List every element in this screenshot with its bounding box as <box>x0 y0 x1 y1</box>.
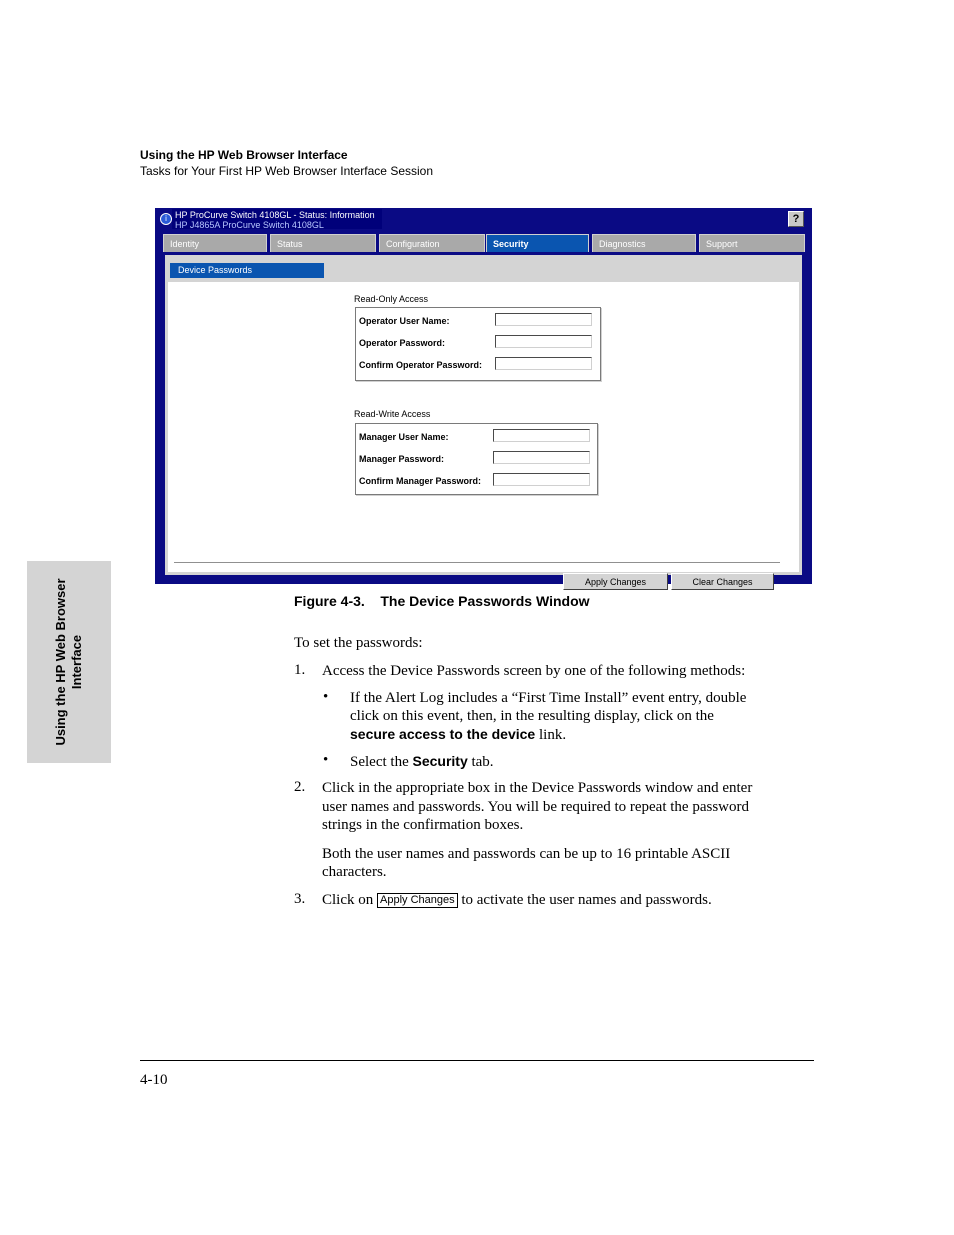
manager-password-label: Manager Password: <box>359 454 445 464</box>
window-subtitle: HP J4865A ProCurve Switch 4108GL <box>175 220 324 230</box>
secure-access-link: secure access to the device <box>350 726 536 742</box>
apply-changes-inline-button: Apply Changes <box>377 893 458 908</box>
window-titlebar <box>155 208 812 232</box>
operator-user-name-input[interactable] <box>495 313 592 326</box>
help-icon[interactable]: ? <box>788 211 804 227</box>
bullet-1-line-c <box>350 725 566 744</box>
subtab-device-passwords[interactable]: Device Passwords <box>170 263 324 278</box>
confirm-manager-password-label: Confirm Manager Password: <box>359 476 482 486</box>
content-panel <box>165 255 802 587</box>
intro-text: To set the passwords: <box>294 635 423 651</box>
step-3-text <box>322 891 712 909</box>
operator-password-label: Operator Password: <box>359 338 446 348</box>
bullet-1-marker: • <box>323 689 329 705</box>
info-icon: i <box>160 213 172 225</box>
read-write-heading: Read-Write Access <box>354 409 431 419</box>
page-number: 4-10 <box>140 1072 168 1088</box>
running-header-title: Using the HP Web Browser Interface <box>140 148 348 162</box>
tab-identity[interactable]: Identity <box>163 234 267 252</box>
confirm-operator-password-label: Confirm Operator Password: <box>359 360 483 370</box>
clear-changes-button[interactable]: Clear Changes <box>671 573 774 590</box>
note-line-a: Both the user names and passwords can be up to 16 printable ASCII <box>322 846 731 862</box>
step-3-number: 3. <box>294 891 306 907</box>
tab-support[interactable]: Support <box>699 234 805 252</box>
bullet-1-line-a: If the Alert Log includes a “First Time Install” event entry, double <box>350 690 747 706</box>
manager-password-input[interactable] <box>493 451 590 464</box>
footer-rule <box>140 1060 814 1061</box>
step-2-line-a: Click in the appropriate box in the Device Passwords window and enter <box>322 780 753 796</box>
manager-user-name-label: Manager User Name: <box>359 432 449 442</box>
note-line-b: characters. <box>322 864 387 880</box>
tab-security[interactable]: Security <box>486 234 589 252</box>
step-1-text: Access the Device Passwords screen by one of the following methods: <box>322 663 746 679</box>
manager-user-name-input[interactable] <box>493 429 590 442</box>
operator-user-name-label: Operator User Name: <box>359 316 450 326</box>
bullet-2-pre: Select the <box>350 754 413 770</box>
bullet-2-end: tab. <box>467 754 494 770</box>
window-title: HP ProCurve Switch 4108GL - Status: Information <box>175 210 375 220</box>
chapter-side-tab-label <box>53 578 85 745</box>
device-passwords-screenshot <box>155 208 812 587</box>
operator-password-input[interactable] <box>495 335 592 348</box>
security-tab-ref: Security <box>412 753 468 769</box>
subtab-bar <box>168 258 799 282</box>
step-2-line-c: strings in the confirmation boxes. <box>322 817 524 833</box>
figure-caption: Figure 4-3. The Device Passwords Window <box>294 593 590 609</box>
confirm-manager-password-input[interactable] <box>493 473 590 486</box>
bullet-2-marker: • <box>323 752 329 768</box>
step-2-number: 2. <box>294 779 306 795</box>
step-2-line-b: user names and passwords. You will be required to repeat the password <box>322 799 749 815</box>
tab-diagnostics[interactable]: Diagnostics <box>592 234 696 252</box>
step-3-pre: Click on <box>322 892 377 908</box>
side-tab-line-1: Using the HP Web Browser <box>53 578 68 746</box>
step-3-end: to activate the user names and passwords. <box>457 892 712 908</box>
read-only-fields <box>355 307 601 381</box>
divider <box>174 562 780 564</box>
side-tab-line-2: Interface <box>69 634 84 690</box>
step-1-number: 1. <box>294 662 306 678</box>
apply-changes-button[interactable]: Apply Changes <box>563 573 668 590</box>
tab-configuration[interactable]: Configuration <box>379 234 485 252</box>
bullet-1-end: link. <box>535 727 567 743</box>
tab-status[interactable]: Status <box>270 234 376 252</box>
bullet-1-line-b: click on this event, then, in the resulting display, click on the <box>350 708 714 724</box>
read-only-heading: Read-Only Access <box>354 294 429 304</box>
read-write-fields <box>355 423 598 495</box>
bullet-2-text <box>350 752 494 771</box>
confirm-operator-password-input[interactable] <box>495 357 592 370</box>
running-header-subtitle: Tasks for Your First HP Web Browser Interface Session <box>140 164 434 178</box>
